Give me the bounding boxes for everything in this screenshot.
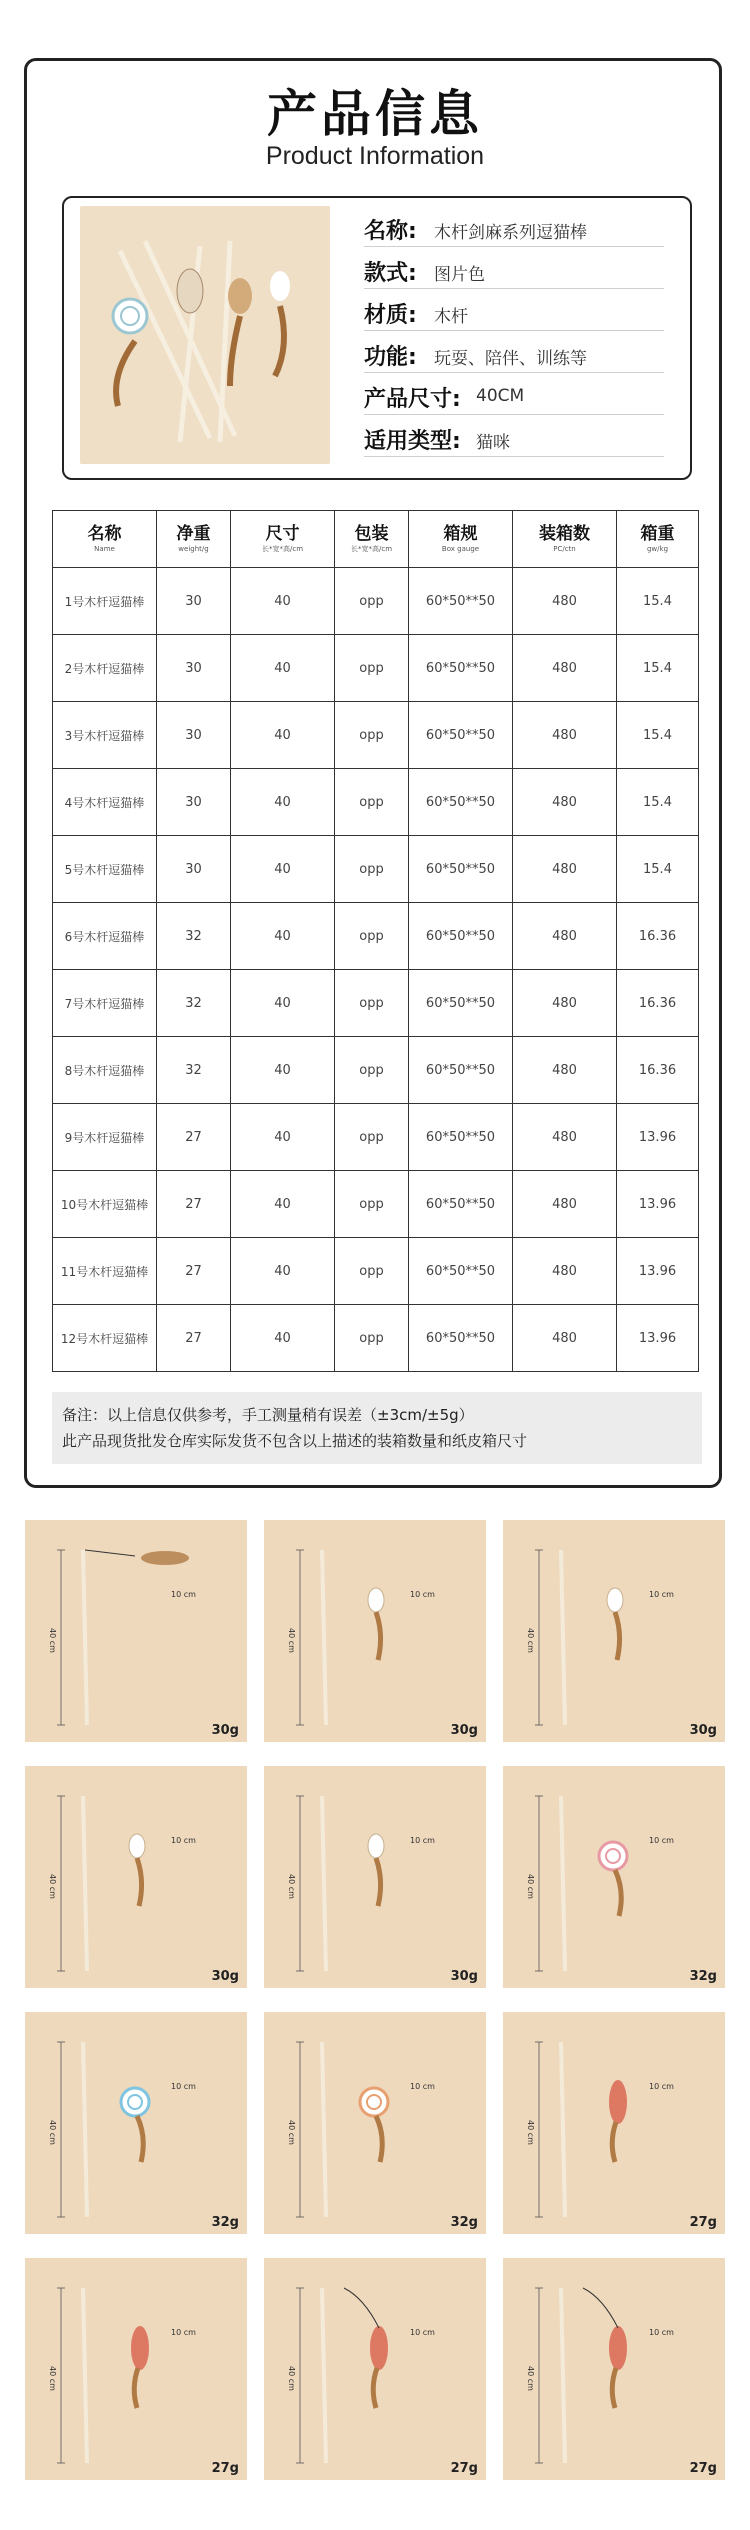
toy-size-label: 10 cm: [649, 2082, 674, 2091]
table-cell: 480: [513, 970, 617, 1037]
weight-label: 27g: [450, 2461, 478, 2476]
toy-size-label: 10 cm: [649, 2328, 674, 2337]
table-cell: 30: [157, 702, 231, 769]
table-cell: 480: [513, 568, 617, 635]
length-label: 40 cm: [526, 1874, 535, 1899]
table-cell: 40: [231, 702, 335, 769]
table-cell: 60*50**50: [409, 568, 513, 635]
toy-illustration: [503, 2258, 725, 2480]
table-cell: opp: [335, 970, 409, 1037]
info-value: 木杆: [434, 307, 468, 327]
toy-size-label: 10 cm: [649, 1836, 674, 1845]
table-cell: opp: [335, 1104, 409, 1171]
weight-label: 30g: [689, 1723, 717, 1738]
info-value: 图片色: [434, 265, 485, 285]
table-cell: 13.96: [617, 1238, 699, 1305]
table-cell: 15.4: [617, 568, 699, 635]
weight-label: 30g: [450, 1969, 478, 1984]
info-row: [364, 422, 664, 457]
gallery-card: [503, 2012, 725, 2234]
toy-illustration: [503, 1520, 725, 1742]
table-cell: 480: [513, 1037, 617, 1104]
toy-size-label: 10 cm: [171, 2082, 196, 2091]
table-row: [53, 903, 699, 970]
table-cell: opp: [335, 903, 409, 970]
product-photo: [80, 206, 330, 464]
table-header: 尺寸 长*宽*高/cm: [231, 511, 335, 568]
table-cell: 60*50**50: [409, 769, 513, 836]
table-row: [53, 769, 699, 836]
table-cell: 60*50**50: [409, 635, 513, 702]
table-cell: 4号木杆逗猫棒: [53, 769, 157, 836]
table-cell: 27: [157, 1238, 231, 1305]
table-cell: 10号木杆逗猫棒: [53, 1171, 157, 1238]
toy-size-label: 10 cm: [171, 2328, 196, 2337]
table-cell: opp: [335, 1037, 409, 1104]
table-cell: 5号木杆逗猫棒: [53, 836, 157, 903]
info-value: 木杆剑麻系列逗猫棒: [434, 223, 587, 243]
table-cell: 15.4: [617, 702, 699, 769]
length-label: 40 cm: [48, 1874, 57, 1899]
table-cell: 3号木杆逗猫棒: [53, 702, 157, 769]
gallery-card: [503, 2258, 725, 2480]
table-cell: 27: [157, 1171, 231, 1238]
weight-label: 27g: [689, 2215, 717, 2230]
table-cell: 480: [513, 702, 617, 769]
table-cell: 15.4: [617, 836, 699, 903]
weight-label: 32g: [689, 1969, 717, 1984]
table-cell: 480: [513, 1238, 617, 1305]
length-label: 40 cm: [526, 1628, 535, 1653]
toy-illustration: [264, 1766, 486, 1988]
table-cell: 480: [513, 903, 617, 970]
gallery-card: [264, 1766, 486, 1988]
length-label: 40 cm: [287, 2120, 296, 2145]
table-cell: 9号木杆逗猫棒: [53, 1104, 157, 1171]
info-row: [364, 254, 664, 289]
info-label: 款式:: [364, 261, 417, 286]
info-value: 猫咪: [476, 433, 510, 453]
length-label: 40 cm: [48, 2366, 57, 2391]
toy-illustration: [503, 1766, 725, 1988]
table-header: 包装 长*宽*高/cm: [335, 511, 409, 568]
length-label: 40 cm: [526, 2366, 535, 2391]
toy-illustration: [25, 2258, 247, 2480]
table-cell: opp: [335, 1305, 409, 1372]
table-cell: 480: [513, 1171, 617, 1238]
note-line-1: 备注：以上信息仅供参考，手工测量稍有误差（±3cm/±5g）: [62, 1406, 474, 1424]
table-cell: 15.4: [617, 769, 699, 836]
length-label: 40 cm: [287, 2366, 296, 2391]
table-cell: 30: [157, 769, 231, 836]
table-cell: 60*50**50: [409, 970, 513, 1037]
table-cell: 32: [157, 970, 231, 1037]
gallery-card: [503, 1766, 725, 1988]
weight-label: 30g: [211, 1723, 239, 1738]
table-cell: 15.4: [617, 635, 699, 702]
table-header: 箱重 gw/kg: [617, 511, 699, 568]
page-subtitle: Product Information: [265, 142, 485, 170]
table-cell: 480: [513, 1104, 617, 1171]
table-cell: 40: [231, 970, 335, 1037]
toy-size-label: 10 cm: [410, 2328, 435, 2337]
table-row: [53, 970, 699, 1037]
info-label: 材质:: [364, 303, 417, 328]
gallery-card: [25, 1520, 247, 1742]
table-cell: 1号木杆逗猫棒: [53, 568, 157, 635]
gallery-card: [264, 2258, 486, 2480]
info-row: [364, 212, 664, 247]
weight-label: 30g: [450, 1723, 478, 1738]
table-header: 装箱数 PC/ctn: [513, 511, 617, 568]
info-value: 玩耍、陪伴、训练等: [434, 349, 587, 369]
gallery-card: [264, 1520, 486, 1742]
table-row: [53, 1238, 699, 1305]
gallery-card: [25, 2258, 247, 2480]
table-cell: 60*50**50: [409, 1305, 513, 1372]
table-cell: 27: [157, 1104, 231, 1171]
length-label: 40 cm: [48, 2120, 57, 2145]
table-cell: 8号木杆逗猫棒: [53, 1037, 157, 1104]
toy-illustration: [25, 1766, 247, 1988]
length-label: 40 cm: [526, 2120, 535, 2145]
toy-illustration: [503, 2012, 725, 2234]
toy-illustration: [264, 2258, 486, 2480]
table-cell: 40: [231, 836, 335, 903]
info-label: 适用类型:: [364, 429, 461, 454]
info-row: [364, 296, 664, 331]
table-cell: 60*50**50: [409, 1238, 513, 1305]
table-cell: opp: [335, 568, 409, 635]
table-cell: 40: [231, 769, 335, 836]
toy-size-label: 10 cm: [410, 1590, 435, 1599]
info-row: [364, 380, 664, 415]
table-cell: 12号木杆逗猫棒: [53, 1305, 157, 1372]
gallery-card: [25, 2012, 247, 2234]
table-cell: 27: [157, 1305, 231, 1372]
table-cell: 32: [157, 903, 231, 970]
table-cell: 60*50**50: [409, 1104, 513, 1171]
table-cell: 11号木杆逗猫棒: [53, 1238, 157, 1305]
table-cell: 30: [157, 568, 231, 635]
table-row: [53, 1037, 699, 1104]
table-cell: 60*50**50: [409, 836, 513, 903]
toy-illustration: [25, 2012, 247, 2234]
table-cell: opp: [335, 1238, 409, 1305]
table-cell: 13.96: [617, 1171, 699, 1238]
table-row: [53, 702, 699, 769]
gallery-card: [25, 1766, 247, 1988]
toy-size-label: 10 cm: [171, 1836, 196, 1845]
table-cell: opp: [335, 836, 409, 903]
table-cell: 13.96: [617, 1305, 699, 1372]
info-value: 40CM: [476, 386, 525, 406]
table-cell: 13.96: [617, 1104, 699, 1171]
table-cell: 40: [231, 568, 335, 635]
weight-label: 32g: [450, 2215, 478, 2230]
table-cell: 480: [513, 769, 617, 836]
length-label: 40 cm: [287, 1628, 296, 1653]
toy-size-label: 10 cm: [649, 1590, 674, 1599]
gallery-card: [264, 2012, 486, 2234]
table-row: [53, 1104, 699, 1171]
table-cell: opp: [335, 769, 409, 836]
weight-label: 30g: [211, 1969, 239, 1984]
table-cell: 30: [157, 635, 231, 702]
table-header: 箱规 Box gauge: [409, 511, 513, 568]
page-title: 产品信息: [267, 85, 483, 143]
table-row: [53, 1305, 699, 1372]
note-line-2: 此产品现货批发仓库实际发货不包含以上描述的装箱数量和纸皮箱尺寸: [62, 1432, 528, 1450]
toy-illustration: [264, 1520, 486, 1742]
table-header: 净重 weight/g: [157, 511, 231, 568]
table-row: [53, 635, 699, 702]
table-cell: 32: [157, 1037, 231, 1104]
table-row: [53, 836, 699, 903]
table-cell: 40: [231, 903, 335, 970]
toy-size-label: 10 cm: [410, 2082, 435, 2091]
info-row: [364, 338, 664, 373]
table-cell: 40: [231, 1037, 335, 1104]
toy-illustration: [25, 1520, 247, 1742]
info-label: 功能:: [364, 345, 417, 370]
table-cell: 480: [513, 1305, 617, 1372]
info-label: 产品尺寸:: [364, 387, 461, 412]
note-box: [52, 1392, 702, 1464]
table-row: [53, 568, 699, 635]
table-cell: 16.36: [617, 970, 699, 1037]
table-row: [53, 1171, 699, 1238]
table-cell: 40: [231, 1104, 335, 1171]
table-cell: 7号木杆逗猫棒: [53, 970, 157, 1037]
table-cell: 60*50**50: [409, 1171, 513, 1238]
table-cell: opp: [335, 702, 409, 769]
weight-label: 32g: [211, 2215, 239, 2230]
table-cell: 40: [231, 635, 335, 702]
table-header: 名称 Name: [53, 511, 157, 568]
table-cell: 40: [231, 1305, 335, 1372]
table-cell: 6号木杆逗猫棒: [53, 903, 157, 970]
spec-table: [52, 510, 699, 1372]
table-cell: 40: [231, 1171, 335, 1238]
table-cell: 16.36: [617, 1037, 699, 1104]
weight-label: 27g: [689, 2461, 717, 2476]
table-cell: 60*50**50: [409, 1037, 513, 1104]
weight-label: 27g: [211, 2461, 239, 2476]
table-cell: 40: [231, 1238, 335, 1305]
gallery-card: [503, 1520, 725, 1742]
table-cell: 30: [157, 836, 231, 903]
table-cell: 480: [513, 836, 617, 903]
toy-illustration: [264, 2012, 486, 2234]
table-cell: opp: [335, 635, 409, 702]
length-label: 40 cm: [48, 1628, 57, 1653]
info-label: 名称:: [364, 219, 417, 244]
table-cell: opp: [335, 1171, 409, 1238]
table-cell: 2号木杆逗猫棒: [53, 635, 157, 702]
table-cell: 480: [513, 635, 617, 702]
table-cell: 60*50**50: [409, 702, 513, 769]
toy-size-label: 10 cm: [171, 1590, 196, 1599]
table-cell: 16.36: [617, 903, 699, 970]
toy-size-label: 10 cm: [410, 1836, 435, 1845]
table-cell: 60*50**50: [409, 903, 513, 970]
length-label: 40 cm: [287, 1874, 296, 1899]
